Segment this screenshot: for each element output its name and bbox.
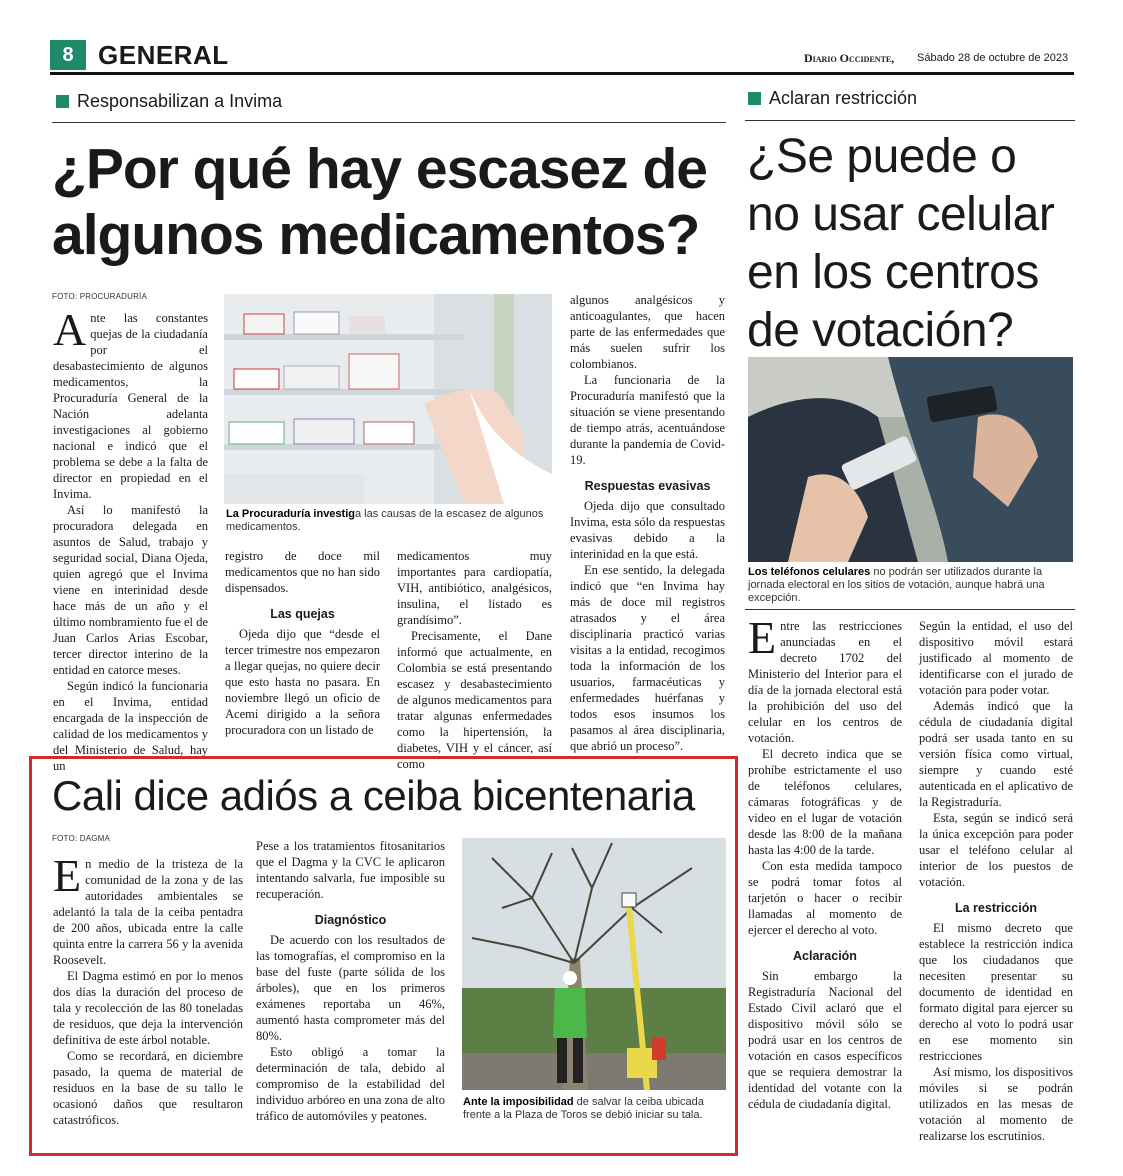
ceiba-photo (462, 838, 726, 1090)
main-headline (52, 136, 732, 268)
side-kicker-rule (745, 120, 1075, 121)
main-photo-caption (226, 508, 552, 534)
ceiba-photo-caption (463, 1096, 727, 1122)
main-photo-credit: FOTO: PROCURADURÍA (52, 292, 148, 301)
main-col3 (397, 548, 552, 772)
main-col2-subhead: Las quejas (270, 607, 335, 621)
ceiba-photo-credit: FOTO: DAGMA (52, 834, 111, 843)
side-caption-bold: Los teléfonos celulares (748, 566, 871, 578)
side-col2-p3: Esta, según se indicó será la única excepción para poder usar el teléfono celular al interior de los puestos de votación. (919, 811, 1073, 889)
header-rule (50, 72, 1074, 75)
ceiba-col1-p3: Como se recordará, en diciembre pasado, la quema de material de residuos en la base de su tallo le ocasionó daños que resultaron catastróficos. (53, 1049, 243, 1127)
side-col1 (748, 612, 902, 1112)
side-col2-p2: Además indicó que la cédula de ciudadanía digital podrá ser usada tanto en su versión física como virtual, siempre y cuando esté autenticada en el aplicativo de la Registraduría. (919, 699, 1073, 809)
main-col4-p2: La funcionaria de la Procuraduría manifestó que la situación se viene presentando de tiempo atrás, acentuándose durante la pandemia de Covid-19. (570, 373, 725, 467)
kicker-square-icon (748, 92, 761, 105)
masthead: Diario Occidente, (804, 51, 895, 65)
side-headline: ¿Se puede o no usar celular en los centros de votación? (747, 130, 1055, 357)
page-number-badge: 8 (50, 40, 86, 70)
ceiba-caption-rest: de salvar la ceiba ubicada frente a la Plaza de Toros se debió iniciar su tala. (463, 1096, 704, 1121)
kicker-text: Responsabilizan a Invima (77, 91, 283, 111)
side-caption-rest: no podrán ser utilizados durante la jornada electoral en los sitios de votación, aunque habrá una excepción. (748, 566, 1045, 604)
main-col2 (225, 548, 380, 738)
side-col1-p1: ntre las restricciones anunciadas en el decreto 1702 del Ministerio del Interior para el día de la jornada electoral está la prohibición del uso del celular en los centros de votación. (748, 619, 902, 745)
main-kicker (56, 91, 282, 112)
side-col2-p4: El mismo decreto que establece la restricción indica que los ciudadanos que necesiten presentar su documento de identidad en formato digital para ejercer su derecho al voto lo podrá usar en ese momento sin restricciones (919, 921, 1073, 1063)
main-drop-cap: A (53, 304, 87, 355)
side-col1-p2: El decreto indica que se prohíbe estrictamente el uso de teléfonos celulares, cámaras fotográficas y de video en el lugar de votación desde las 8:00 de la mañana hasta las 4:00 de la tarde. (748, 747, 902, 857)
ceiba-col2-p1: Pese a los tratamientos fitosanitarios que el Dagma y la CVC le aplicaron intentando salvarla, fue imposible su recuperación. (256, 839, 445, 901)
main-col4-subhead: Respuestas evasivas (584, 479, 711, 493)
main-col4-p4: En ese sentido, la delegada indicó que “en Invima hay más de doce mil registros atrasados y el área disciplinaria practicó varias visitas a la entidad, recogimos toda la información de los usuarios, farmacéuticas y enfermedades huérfanas y todos esos insumos los pasamos al área disciplinaria, que abrió un proceso”. (570, 563, 725, 753)
ceiba-col1-p2: El Dagma estimó en por lo menos dos días la duración del proceso de tala y recolección de las 80 toneladas de residuos, que deja la intervención definitiva de este árbol notable. (53, 969, 243, 1047)
kicker-rule (52, 122, 726, 123)
main-col1-p2: Así lo manifestó la procuradora delegada en asuntos de Salud, trabajo y seguridad social, Diana Ojeda, quien agregó que el Invima viene en interinidad desde hace más de un año y el último nombramiento fue el de Juan Carlos Arias Escobar, tercer director interino de la entidad en catorce meses. (53, 503, 208, 677)
side-kicker (748, 88, 917, 109)
main-col1-p1: nte las constantes quejas de la ciudadanía por el desabastecimiento de algunos medicamentos, la Procuraduría General de la Nación adelanta investigaciones al gobierno nacional e indicó que el problema se debe a la falta de director en propiedad en el Invima. (53, 311, 208, 501)
kicker-square-icon (56, 95, 69, 108)
side-col2-subhead: La restricción (955, 901, 1037, 915)
side-col2-p5: Así mismo, los dispositivos móviles si se podrán utilizados en las mesas de votación al momento de realizarse los escrutinios. (919, 1065, 1073, 1143)
main-col2-p2: Ojeda dijo que “desde el tercer trimestre nos empezaron a llegar quejas, no quiere decir que esto hasta no pasara. En noviembre llegó un oficio de Acemi dirigido a la señora procuradora con un listado de (225, 627, 380, 737)
ceiba-col1 (53, 850, 243, 1128)
ceiba-headline: Cali dice adiós a ceiba bicentenaria (52, 772, 695, 819)
main-headline-line2: algunos medicamentos? (52, 203, 700, 267)
ceiba-col1-p1: n medio de la tristeza de la comunidad de la zona y de las autoridades ambientales se adelantó la tala de la ceiba pentadra de 200 años, ubicada entre la calle quinta entre la carrera 56 y la avenida Roosevelt. (53, 857, 243, 967)
main-headline-line1: ¿Por qué hay escasez de (52, 137, 707, 201)
pharmacy-photo (224, 294, 552, 504)
ceiba-col2 (256, 838, 445, 1124)
side-col1-subhead: Aclaración (793, 949, 857, 963)
phones-photo (748, 357, 1073, 562)
ceiba-caption-bold: Ante la imposibilidad (463, 1096, 574, 1108)
main-col4-p3: Ojeda dijo que consultado Invima, esta sólo da respuestas evasivas debido a la interinidad en la que está. (570, 499, 725, 561)
main-col2-p1: registro de doce mil medicamentos que no han sido dispensados. (225, 549, 380, 595)
main-col4 (570, 292, 725, 754)
side-col1-p3: Con esta medida tampoco se podrá tomar fotos al tarjetón o hacer o recibir llamadas al momento de ejercer el derecho al voto. (748, 859, 902, 937)
main-col3-p2: Precisamente, el Dane informó que actualmente, en Colombia se está presentando escasez y desabastecimiento de algunos medicamentos para tratar algunas enfermedades como la hipertensión, la diabetes, VIH y el cáncer, así como (397, 629, 552, 771)
ceiba-col2-p2: De acuerdo con los resultados de las tomografías, el compromiso en la base del fuste (parte sólida de los árboles), que en los primeros exámenes reportaba un 46%, aumentó hasta comprometer más del 80%. (256, 933, 445, 1043)
ceiba-drop-cap: E (53, 850, 82, 901)
main-col1-p3: Según indicó la funcionaria en el Invima, entidad encargada de la inspección de calidad de los medicamentos y del Ministerio de Salud, hay un (53, 679, 208, 773)
side-caption-rule (745, 609, 1075, 610)
main-caption-rest: a las causas de la escasez de algunos medicamentos. (226, 508, 544, 533)
main-col4-p1: algunos analgésicos y anticoagulantes, que hacen parte de las enfermedades que más suelen sufrir los colombianos. (570, 293, 725, 371)
side-drop-cap: E (748, 612, 777, 663)
ceiba-col2-p3: Esto obligó a tomar la determinación de tala, debido al compromiso de la estabilidad del individuo arbóreo en una zona de alto tráfico de automóviles y peatones. (256, 1045, 445, 1123)
side-photo-caption (748, 566, 1074, 605)
main-col3-p1: medicamentos muy importantes para cardiopatía, VIH, antibiótico, analgésicos, insulina, el listado es grandísimo”. (397, 549, 552, 627)
main-col1 (53, 304, 208, 774)
issue-date: Sábado 28 de octubre de 2023 (917, 52, 1069, 64)
side-col2-p1: Según la entidad, el uso del dispositivo móvil estará justificado al momento de identificarse con el jurado de votación para poder votar. (919, 619, 1073, 697)
ceiba-col2-subhead: Diagnóstico (314, 913, 387, 927)
side-col1-p4: Sin embargo la Registraduría Nacional del Estado Civil aclaró que el dispositivo móvil sólo se podrá usar en los centros de votación en casos específicos que se requiera demostrar la identidad del votante con la cédula de ciudadanía digital. (748, 969, 902, 1111)
main-caption-bold: La Procuraduría investig (226, 508, 355, 520)
section-title: GENERAL (98, 40, 229, 70)
side-kicker-text: Aclaran restricción (769, 88, 918, 108)
side-col2 (919, 618, 1073, 1144)
